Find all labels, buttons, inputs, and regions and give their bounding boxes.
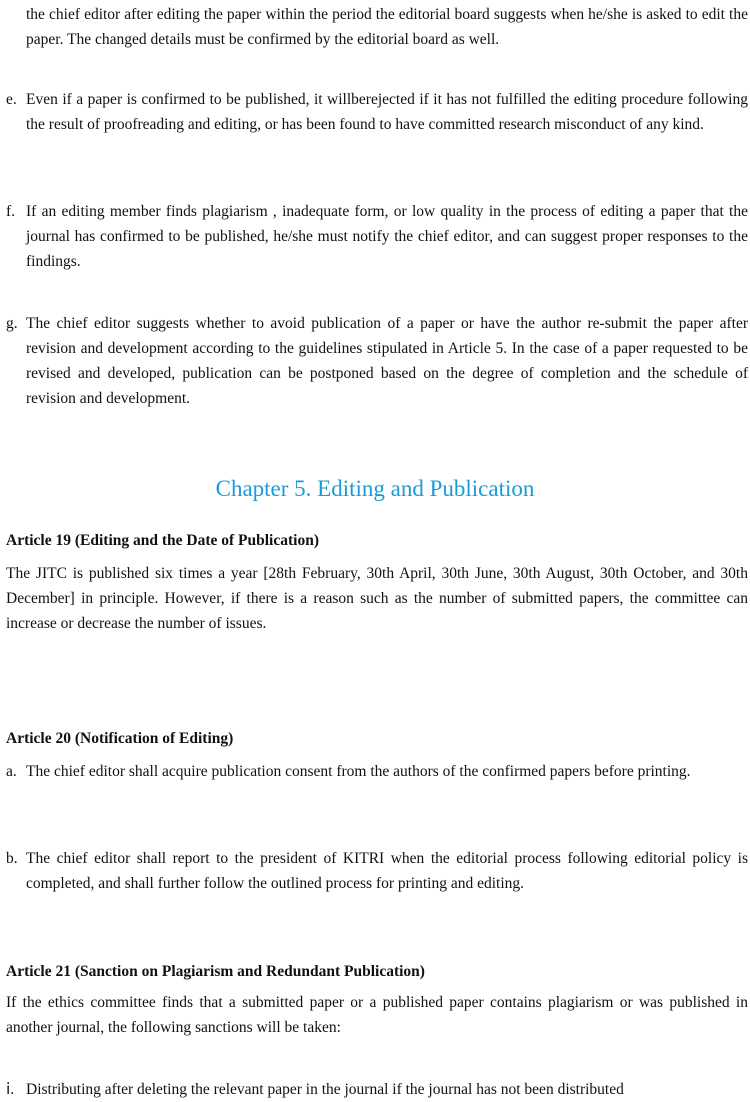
list-marker: b.: [6, 850, 18, 867]
list-item-g: [6, 311, 748, 411]
list-item-a: [6, 759, 748, 784]
list-marker: f.: [6, 203, 16, 220]
list-item-i: [6, 1077, 748, 1102]
continued-paragraph: [6, 2, 748, 52]
list-item-text: If an editing member finds plagiarism , inadequate form, or low quality in the process of editing a paper that the journal has confirmed to be published, he/she must notify the chief editor, and can suggest proper responses to the findings.: [26, 203, 748, 270]
list-item-text: The chief editor suggests whether to avoid publication of a paper or have the author re-submit the paper after revision and development according to the guidelines stipulated in Article 5. In the case of a paper requested to be revised and developed, publication can be postponed based on the degree of completion and the schedule of revision and development.: [26, 315, 748, 407]
list-item-text: Distributing after deleting the relevant paper in the journal if the journal has not been distributed: [26, 1081, 624, 1098]
paragraph-text: If the ethics committee finds that a submitted paper or a published paper contains plagiarism or was published in another journal, the following sanctions will be taken:: [6, 994, 748, 1036]
list-item-text: Even if a paper is confirmed to be published, it willberejected if it has not fulfilled the editing procedure following the result of proofreading and editing, or has been found to have committed research misconduct of any kind.: [26, 91, 748, 133]
article-19-text: [6, 561, 748, 636]
list-marker: e.: [6, 91, 17, 108]
article-19-heading: Article 19 (Editing and the Date of Publication): [6, 532, 319, 549]
list-item-b: [6, 846, 748, 896]
list-marker: ⅰ.: [6, 1081, 15, 1098]
article-21-heading: Article 21 (Sanction on Plagiarism and Redundant Publication): [6, 963, 425, 980]
article-20-heading: Article 20 (Notification of Editing): [6, 730, 234, 747]
paragraph-text: The JITC is published six times a year [28th February, 30th April, 30th June, 30th August, 30th October, and 30th December] in principle. However, if there is a reason such as the number of submitted papers, the committee can increase or decrease the number of issues.: [6, 565, 748, 632]
list-item-f: [6, 199, 748, 274]
list-item-text: The chief editor shall report to the president of KITRI when the editorial process following editorial policy is completed, and shall further follow the outlined process for printing and editing.: [26, 850, 748, 892]
list-item-e: [6, 87, 748, 137]
list-item-text: The chief editor shall acquire publication consent from the authors of the confirmed papers before printing.: [26, 763, 691, 780]
list-marker: a.: [6, 763, 17, 780]
chapter-title: Chapter 5. Editing and Publication: [215, 476, 535, 501]
list-marker: g.: [6, 315, 18, 332]
article-21-text: [6, 990, 748, 1040]
paragraph-text: the chief editor after editing the paper within the period the editorial board suggests when he/she is asked to edit the paper. The changed details must be confirmed by the editorial board as well.: [26, 6, 748, 48]
